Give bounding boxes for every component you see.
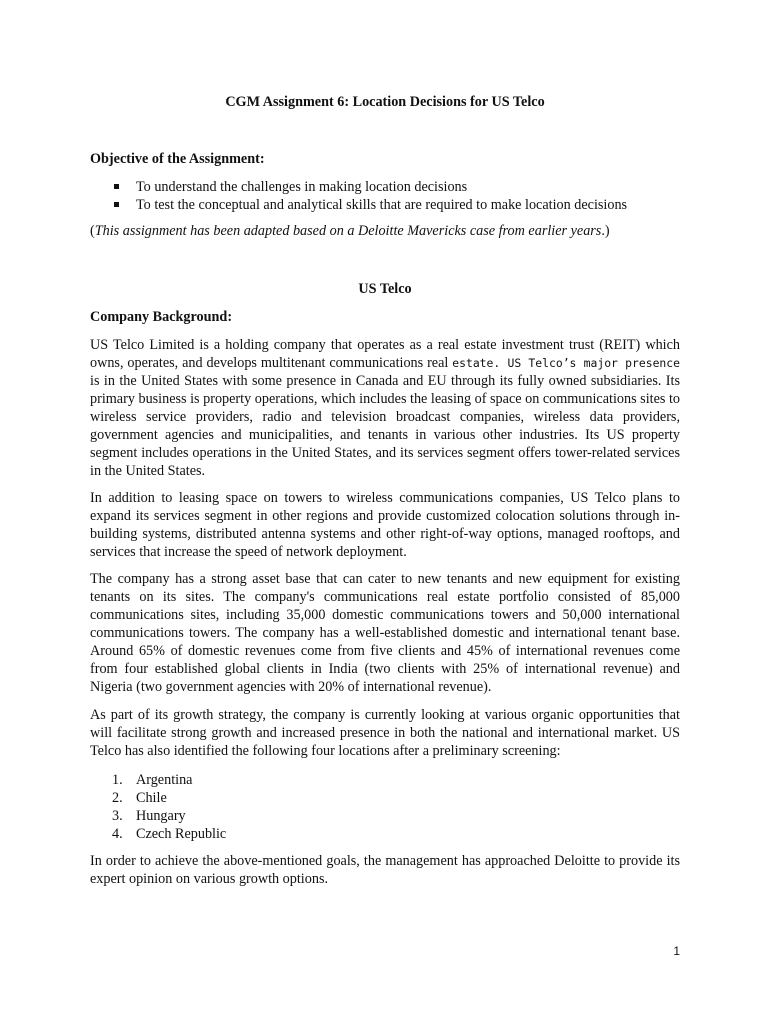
paragraph-asset-base: The company has a strong asset base that can cater to new tenants and new equipment for existing tenants on its sites. The company's communications real estate portfolio consisted of 85,000 communications sites, including 35,000 domestic communications towers and 50,000 international communications towers. The company has a well-established domestic and international tenant base. Around 65% of domestic revenues come from five clients and 45% of international revenues come from four established global clients in India (two clients with 25% of international revenue) and Nigeria (two government agencies with 20% of international revenue).	[90, 571, 680, 695]
list-item	[90, 196, 627, 214]
page-number: 1	[673, 944, 680, 958]
location-name: Czech Republic	[136, 826, 227, 842]
list-item	[90, 807, 226, 825]
location-name: Chile	[136, 790, 167, 806]
list-item	[90, 771, 226, 789]
location-list	[90, 771, 226, 843]
list-number: 3.	[112, 808, 123, 824]
objective-heading: Objective of the Assignment:	[90, 151, 265, 167]
objective-text: To understand the challenges in making location decisions	[136, 179, 468, 195]
list-item	[90, 789, 226, 807]
location-name: Hungary	[136, 808, 186, 824]
background-heading: Company Background:	[90, 309, 233, 325]
paragraph-company-background	[90, 336, 680, 480]
list-number: 4.	[112, 826, 123, 842]
paragraph-text: US Telco Limited is a holding company that operates as a real estate investment trust (REIT) which owns, operates, and develops multitenant communications real	[90, 337, 680, 371]
note-text: This assignment has been adapted based on a Deloitte Mavericks case from earlier years	[94, 223, 602, 239]
paragraph-deloitte-approach: In order to achieve the above-mentioned goals, the management has approached Deloitte to provide its expert opinion on various growth options.	[90, 853, 680, 887]
list-number: 2.	[112, 790, 123, 806]
location-name: Argentina	[136, 772, 193, 788]
square-bullet-icon	[114, 184, 119, 189]
note-close-paren: .)	[601, 223, 610, 239]
paragraph-services-expansion: In addition to leasing space on towers to wireless communications companies, US Telco plans to expand its services segment in other regions and provide customized colocation solutions through in-building systems, distributed antenna systems and other right-of-way options, managed rooftops, and services that increase the speed of network deployment.	[90, 490, 680, 560]
adaptation-note	[90, 222, 610, 240]
paragraph-growth-strategy: As part of its growth strategy, the company is currently looking at various organic opportunities that will facilitate strong growth and increased presence in both the national and international market. US Telco has also identified the following four locations after a preliminary screening:	[90, 707, 680, 759]
document-title: CGM Assignment 6: Location Decisions for US Telco	[225, 94, 545, 110]
list-number: 1.	[112, 772, 123, 788]
objective-text: To test the conceptual and analytical skills that are required to make location decisions	[136, 197, 628, 213]
document-page	[90, 0, 680, 1024]
note-open-paren: (	[90, 223, 95, 239]
section-title: US Telco	[358, 281, 412, 297]
list-item	[90, 178, 627, 196]
square-bullet-icon	[114, 202, 119, 207]
objective-list	[90, 178, 627, 214]
paragraph-text: is in the United States with some presence in Canada and EU through its fully owned subsidiaries. Its primary business is property operations, which includes the leasing of space on communications sites to wireless service providers, radio and television broadcast companies, wireless data providers, government agencies and municipalities, and tenants in various other industries. Its US property segment includes operations in the United States, and its services segment offers tower-related services in the United States.	[90, 373, 680, 479]
paragraph-text-alt-font: estate. US Telco’s major presence	[452, 356, 680, 370]
list-item	[90, 825, 226, 843]
